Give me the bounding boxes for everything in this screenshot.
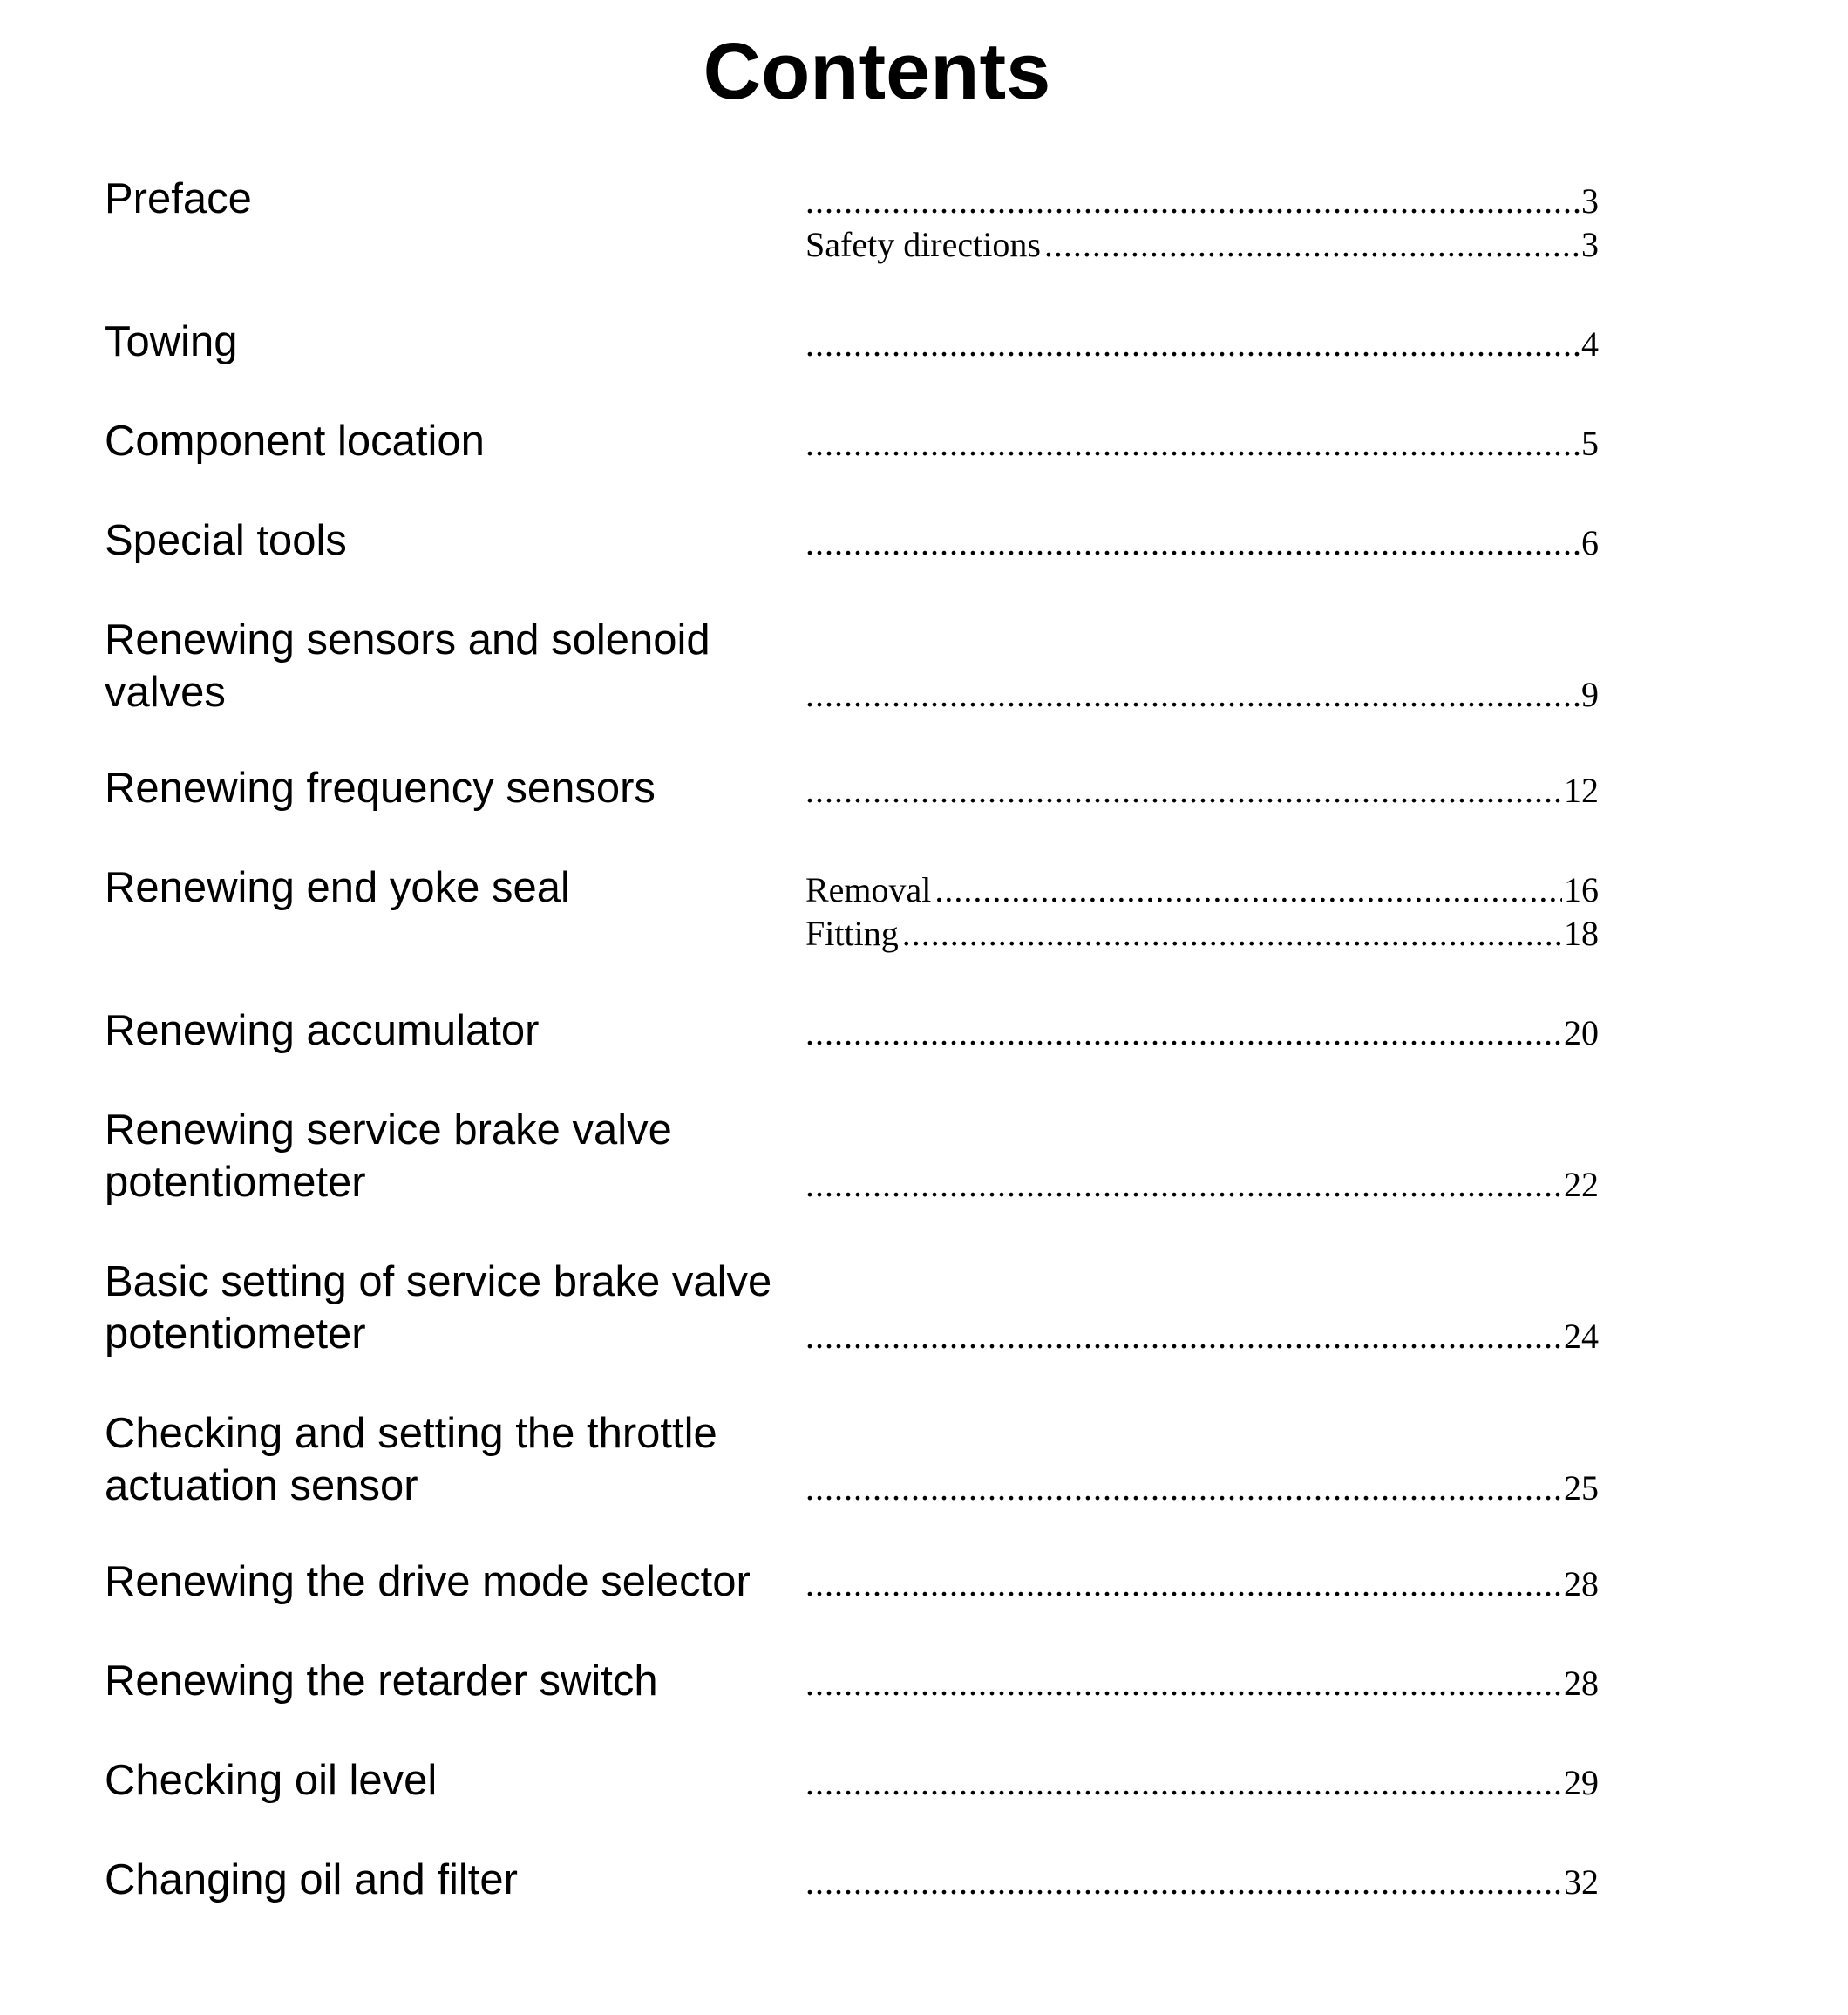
toc-entry-title-line: Renewing the drive mode selector xyxy=(105,1558,751,1605)
toc-subentry-label: Removal xyxy=(805,870,932,909)
toc-line[interactable] xyxy=(805,223,1599,267)
toc-line[interactable] xyxy=(805,323,1599,366)
toc-line[interactable] xyxy=(805,1163,1599,1207)
dot-leader xyxy=(805,1761,1562,1805)
toc-line[interactable] xyxy=(805,1761,1599,1805)
toc-entry-title-line: Renewing service brake valve xyxy=(105,1106,672,1154)
page-number: 4 xyxy=(1581,324,1599,364)
toc-entry-title xyxy=(105,1104,802,1208)
toc-entry-title xyxy=(105,1256,802,1360)
dot-leader xyxy=(1044,223,1580,267)
toc-entry-title-line: Checking oil level xyxy=(105,1757,438,1804)
toc-entry-title xyxy=(105,762,802,814)
toc-line[interactable] xyxy=(805,1467,1599,1510)
toc-line[interactable] xyxy=(805,868,1599,912)
toc-entry-title-line: Renewing accumulator xyxy=(105,1007,540,1054)
toc-line[interactable] xyxy=(805,1562,1599,1606)
page-number: 12 xyxy=(1564,771,1599,810)
page-number: 5 xyxy=(1581,424,1599,463)
toc-subentry-label: Fitting xyxy=(805,914,899,953)
page-number: 9 xyxy=(1581,675,1599,714)
dot-leader xyxy=(902,912,1562,956)
dot-leader xyxy=(805,1861,1562,1904)
dot-leader xyxy=(805,1011,1562,1055)
toc-entry-title-line: Basic setting of service brake valve xyxy=(105,1258,772,1305)
page-number: 24 xyxy=(1564,1317,1599,1356)
toc-entry-title xyxy=(105,1854,802,1906)
toc-entry-title-line: Component location xyxy=(105,418,485,465)
page-number: 18 xyxy=(1564,914,1599,953)
dot-leader xyxy=(805,1315,1562,1358)
page-number: 6 xyxy=(1581,523,1599,562)
toc-entry-title xyxy=(105,1555,802,1608)
toc-entry-title-line: Special tools xyxy=(105,517,347,564)
toc-entry-title-line: Renewing sensors and solenoid xyxy=(105,616,710,664)
toc-entry-title xyxy=(105,861,802,914)
toc-entry-title xyxy=(105,1004,802,1057)
dot-leader xyxy=(805,422,1580,466)
dot-leader xyxy=(805,1467,1562,1510)
toc-subentry-label: Safety directions xyxy=(805,225,1041,264)
toc-line[interactable] xyxy=(805,769,1599,813)
dot-leader xyxy=(805,1562,1562,1606)
page-number: 28 xyxy=(1564,1664,1599,1703)
toc-entry-title-line: potentiometer xyxy=(105,1159,366,1206)
toc-line[interactable] xyxy=(805,1315,1599,1358)
toc-entry-title-line: Preface xyxy=(105,175,252,222)
toc-line[interactable] xyxy=(805,673,1599,717)
page-title: Contents xyxy=(703,27,1051,116)
toc-line[interactable] xyxy=(805,912,1599,956)
toc-line[interactable] xyxy=(805,521,1599,565)
page-number: 22 xyxy=(1564,1165,1599,1204)
toc-line[interactable] xyxy=(805,1861,1599,1904)
toc-entry-title xyxy=(105,1407,802,1512)
toc-entry-title-line: actuation sensor xyxy=(105,1462,418,1509)
toc-entry-title-line: potentiometer xyxy=(105,1310,366,1358)
dot-leader xyxy=(805,323,1580,366)
dot-leader xyxy=(934,868,1562,912)
toc-entry-title xyxy=(105,514,802,567)
page-number: 25 xyxy=(1564,1468,1599,1508)
page-number: 20 xyxy=(1564,1013,1599,1052)
toc-entry-title xyxy=(105,415,802,467)
page-number: 29 xyxy=(1564,1763,1599,1802)
toc-entry-title-line: valves xyxy=(105,669,226,716)
toc-entry-title-line: Renewing end yoke seal xyxy=(105,864,570,911)
toc-entry-title-line: Changing oil and filter xyxy=(105,1856,518,1903)
page-number: 16 xyxy=(1564,870,1599,909)
toc-entry-title xyxy=(105,1655,802,1707)
page-number: 32 xyxy=(1564,1862,1599,1902)
page-number: 3 xyxy=(1581,181,1599,221)
toc-entry-title-line: Checking and setting the throttle xyxy=(105,1410,717,1457)
toc-entry-title-line: Renewing frequency sensors xyxy=(105,765,656,812)
toc-entry-title xyxy=(105,316,802,368)
page-number: 3 xyxy=(1581,225,1599,264)
toc-line[interactable] xyxy=(805,1662,1599,1705)
toc-entry-title xyxy=(105,614,802,718)
dot-leader xyxy=(805,673,1580,717)
dot-leader xyxy=(805,521,1580,565)
toc-entry-title-line: Renewing the retarder switch xyxy=(105,1658,658,1705)
toc-line[interactable] xyxy=(805,180,1599,223)
toc-line[interactable] xyxy=(805,422,1599,466)
dot-leader xyxy=(805,180,1580,223)
toc-entry-title xyxy=(105,173,802,225)
toc-entry-title xyxy=(105,1754,802,1807)
toc-line[interactable] xyxy=(805,1011,1599,1055)
toc-entry-title-line: Towing xyxy=(105,318,238,365)
dot-leader xyxy=(805,1662,1562,1705)
dot-leader xyxy=(805,1163,1562,1207)
page-number: 28 xyxy=(1564,1564,1599,1603)
dot-leader xyxy=(805,769,1562,813)
